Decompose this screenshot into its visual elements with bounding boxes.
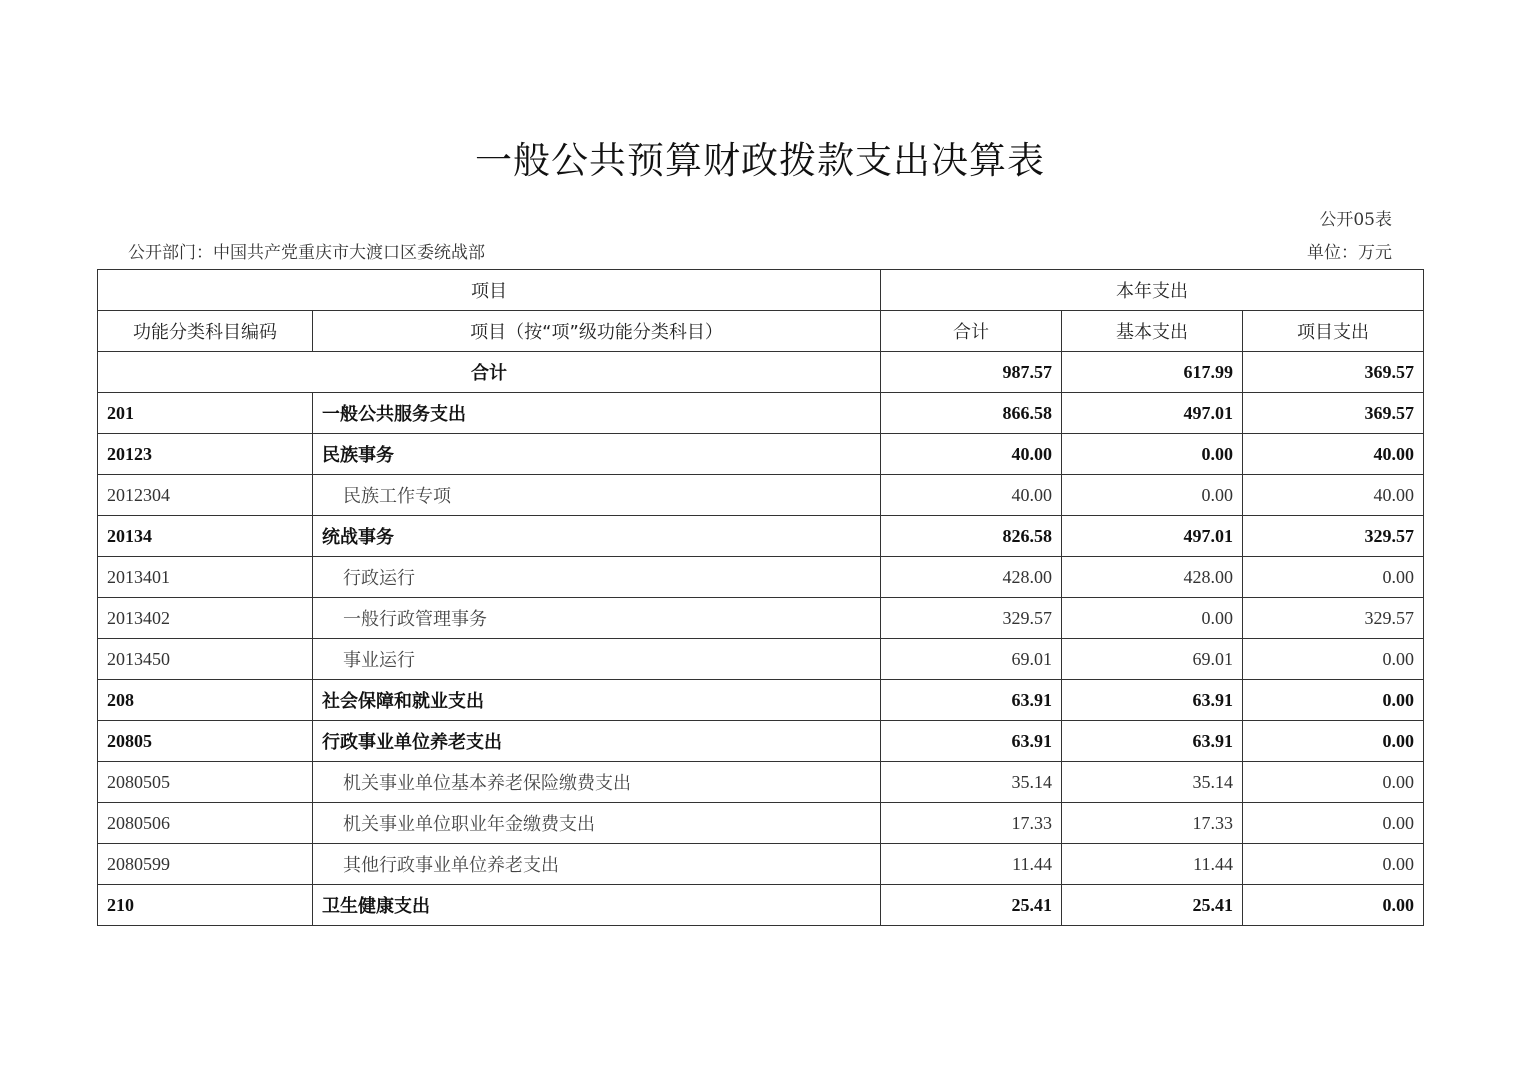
project-cell: 40.00 bbox=[1243, 475, 1424, 516]
total-cell: 63.91 bbox=[881, 721, 1062, 762]
code-cell: 2080505 bbox=[98, 762, 313, 803]
basic-cell: 25.41 bbox=[1062, 885, 1243, 926]
item-name-cell: 机关事业单位职业年金缴费支出 bbox=[313, 803, 881, 844]
item-name-cell: 行政事业单位养老支出 bbox=[313, 721, 881, 762]
code-cell: 2013402 bbox=[98, 598, 313, 639]
table-row bbox=[98, 434, 1424, 475]
table-row bbox=[98, 639, 1424, 680]
project-cell: 329.57 bbox=[1243, 598, 1424, 639]
code-cell: 20123 bbox=[98, 434, 313, 475]
header-row-1 bbox=[98, 270, 1424, 311]
item-name-cell: 民族事务 bbox=[313, 434, 881, 475]
table-row bbox=[98, 762, 1424, 803]
basic-cell: 11.44 bbox=[1062, 844, 1243, 885]
code-cell: 2080599 bbox=[98, 844, 313, 885]
project-cell: 0.00 bbox=[1243, 680, 1424, 721]
basic-cell: 69.01 bbox=[1062, 639, 1243, 680]
header-row-2 bbox=[98, 311, 1424, 352]
basic-cell: 497.01 bbox=[1062, 393, 1243, 434]
table-row bbox=[98, 475, 1424, 516]
basic-cell: 0.00 bbox=[1062, 434, 1243, 475]
project-cell: 0.00 bbox=[1243, 803, 1424, 844]
item-name-cell: 民族工作专项 bbox=[313, 475, 881, 516]
basic-cell: 63.91 bbox=[1062, 680, 1243, 721]
project-cell: 0.00 bbox=[1243, 844, 1424, 885]
table-row bbox=[98, 844, 1424, 885]
project-cell: 0.00 bbox=[1243, 557, 1424, 598]
code-cell: 208 bbox=[98, 680, 313, 721]
header-code: 功能分类科目编码 bbox=[98, 311, 313, 352]
item-name-cell: 统战事务 bbox=[313, 516, 881, 557]
item-name-cell: 社会保障和就业支出 bbox=[313, 680, 881, 721]
total-cell: 69.01 bbox=[881, 639, 1062, 680]
header-current-year: 本年支出 bbox=[881, 270, 1424, 311]
total-cell: 25.41 bbox=[881, 885, 1062, 926]
table-row bbox=[98, 721, 1424, 762]
project-cell: 40.00 bbox=[1243, 434, 1424, 475]
basic-cell: 17.33 bbox=[1062, 803, 1243, 844]
total-total: 987.57 bbox=[881, 352, 1062, 393]
total-cell: 17.33 bbox=[881, 803, 1062, 844]
code-cell: 20805 bbox=[98, 721, 313, 762]
total-cell: 35.14 bbox=[881, 762, 1062, 803]
item-name-cell: 机关事业单位基本养老保险缴费支出 bbox=[313, 762, 881, 803]
total-cell: 11.44 bbox=[881, 844, 1062, 885]
table-row bbox=[98, 516, 1424, 557]
table-row bbox=[98, 885, 1424, 926]
table-row bbox=[98, 393, 1424, 434]
item-name-cell: 行政运行 bbox=[313, 557, 881, 598]
code-cell: 2013401 bbox=[98, 557, 313, 598]
basic-cell: 497.01 bbox=[1062, 516, 1243, 557]
total-cell: 40.00 bbox=[881, 434, 1062, 475]
code-cell: 201 bbox=[98, 393, 313, 434]
item-name-cell: 其他行政事业单位养老支出 bbox=[313, 844, 881, 885]
expenditure-table bbox=[97, 269, 1424, 926]
basic-cell: 0.00 bbox=[1062, 475, 1243, 516]
total-cell: 63.91 bbox=[881, 680, 1062, 721]
project-cell: 329.57 bbox=[1243, 516, 1424, 557]
table-row bbox=[98, 803, 1424, 844]
total-cell: 428.00 bbox=[881, 557, 1062, 598]
project-cell: 0.00 bbox=[1243, 721, 1424, 762]
table-row bbox=[98, 557, 1424, 598]
total-cell: 40.00 bbox=[881, 475, 1062, 516]
code-cell: 2013450 bbox=[98, 639, 313, 680]
project-cell: 369.57 bbox=[1243, 393, 1424, 434]
total-basic: 617.99 bbox=[1062, 352, 1243, 393]
basic-cell: 35.14 bbox=[1062, 762, 1243, 803]
code-cell: 2012304 bbox=[98, 475, 313, 516]
header-item: 项目（按“项”级功能分类科目） bbox=[313, 311, 881, 352]
table-row bbox=[98, 598, 1424, 639]
header-project-expense: 项目支出 bbox=[1243, 311, 1424, 352]
unit-label: 单位：万元 bbox=[1307, 243, 1392, 263]
total-project: 369.57 bbox=[1243, 352, 1424, 393]
project-cell: 0.00 bbox=[1243, 639, 1424, 680]
project-cell: 0.00 bbox=[1243, 885, 1424, 926]
project-cell: 0.00 bbox=[1243, 762, 1424, 803]
total-label: 合计 bbox=[98, 352, 881, 393]
total-row bbox=[98, 352, 1424, 393]
page-title: 一般公共预算财政拨款支出决算表 bbox=[475, 139, 1045, 182]
item-name-cell: 一般行政管理事务 bbox=[313, 598, 881, 639]
basic-cell: 63.91 bbox=[1062, 721, 1243, 762]
form-number: 公开05表 bbox=[1319, 210, 1392, 230]
total-cell: 866.58 bbox=[881, 393, 1062, 434]
header-basic: 基本支出 bbox=[1062, 311, 1243, 352]
code-cell: 2080506 bbox=[98, 803, 313, 844]
item-name-cell: 一般公共服务支出 bbox=[313, 393, 881, 434]
code-cell: 210 bbox=[98, 885, 313, 926]
item-name-cell: 卫生健康支出 bbox=[313, 885, 881, 926]
item-name-cell: 事业运行 bbox=[313, 639, 881, 680]
header-total: 合计 bbox=[881, 311, 1062, 352]
total-cell: 826.58 bbox=[881, 516, 1062, 557]
total-cell: 329.57 bbox=[881, 598, 1062, 639]
basic-cell: 0.00 bbox=[1062, 598, 1243, 639]
department-label: 公开部门：中国共产党重庆市大渡口区委统战部 bbox=[128, 243, 485, 263]
basic-cell: 428.00 bbox=[1062, 557, 1243, 598]
code-cell: 20134 bbox=[98, 516, 313, 557]
table-row bbox=[98, 680, 1424, 721]
header-project: 项目 bbox=[98, 270, 881, 311]
